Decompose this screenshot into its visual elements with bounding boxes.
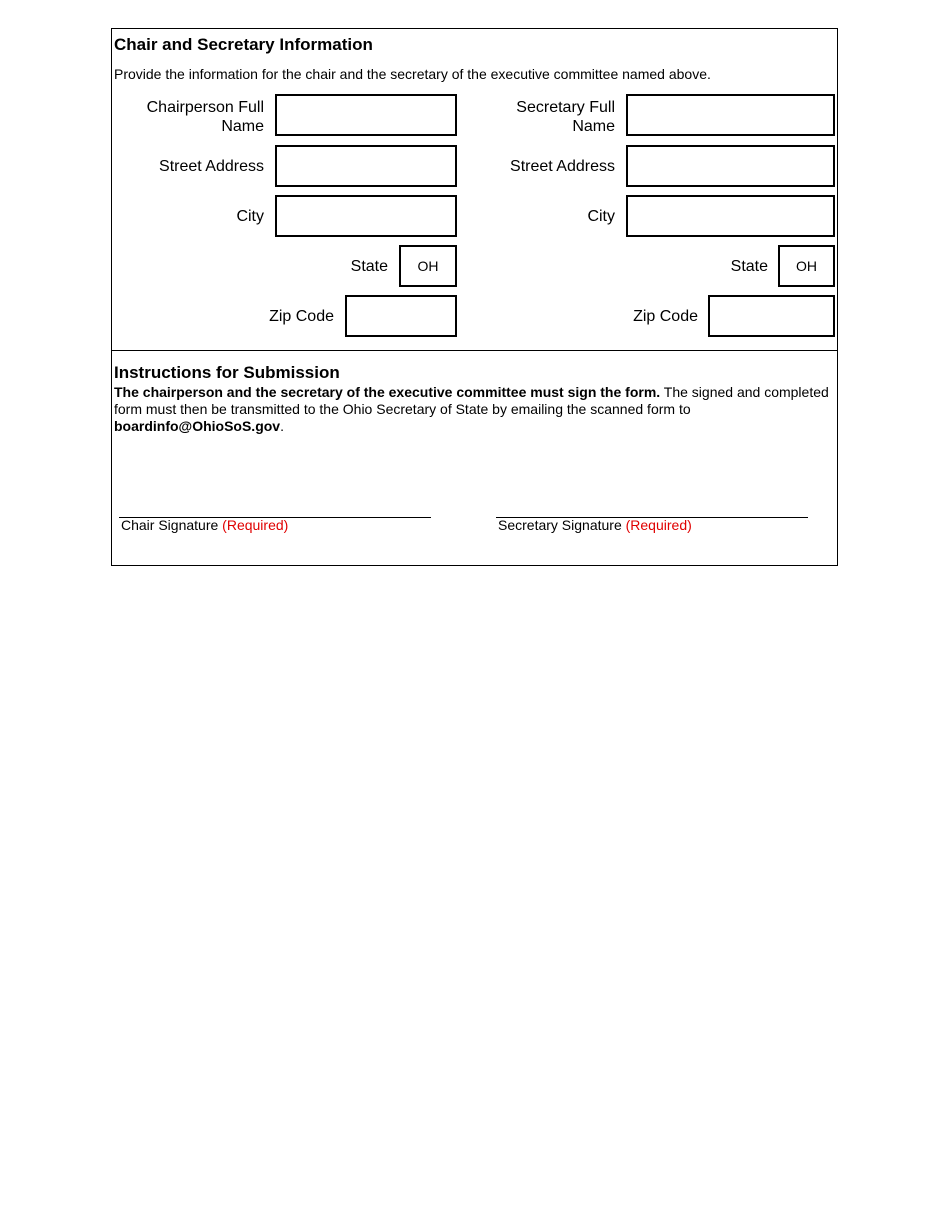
instructions-trailing: . xyxy=(280,418,284,434)
chair-state-label: State xyxy=(350,258,388,275)
secretary-name-label xyxy=(472,98,615,136)
instructions-title: Instructions for Submission xyxy=(114,363,340,382)
section-title: Chair and Secretary Information xyxy=(114,35,373,54)
chair-zip-field[interactable] xyxy=(345,295,457,337)
chair-name-label-line1: Chairperson Full xyxy=(146,99,264,116)
instructions-body-text: The signed and completed form must then be transmitted to the Ohio Secretary of State by emailing the scanned form to xyxy=(114,384,829,417)
chair-city-field[interactable] xyxy=(275,195,457,237)
chair-state-field[interactable]: OH xyxy=(399,245,457,287)
chair-street-field[interactable] xyxy=(275,145,457,187)
section-description: Provide the information for the chair and the secretary of the executive committee named above. xyxy=(114,66,711,82)
secretary-zip-label: Zip Code xyxy=(633,308,698,325)
chair-street-label: Street Address xyxy=(159,158,264,175)
instructions-email: boardinfo@OhioSoS.gov xyxy=(114,418,281,434)
chair-name-field[interactable] xyxy=(275,94,457,136)
secretary-name-label-line1: Secretary Full xyxy=(516,99,615,116)
chair-signature-text: Chair Signature xyxy=(121,517,219,533)
chair-zip-label: Zip Code xyxy=(269,308,334,325)
secretary-required-text: (Required) xyxy=(625,517,692,533)
secretary-street-field[interactable] xyxy=(626,145,835,187)
chair-signature-label xyxy=(121,517,288,533)
chair-name-label-line2: Name xyxy=(221,118,264,135)
instructions-bold-text: The chairperson and the secretary of the executive committee must sign the form. xyxy=(114,384,661,400)
secretary-city-label: City xyxy=(587,208,615,225)
secretary-name-field[interactable] xyxy=(626,94,835,136)
chair-city-label: City xyxy=(236,208,264,225)
chair-name-label xyxy=(112,98,264,136)
secretary-name-label-line2: Name xyxy=(572,118,615,135)
instructions-text xyxy=(114,384,834,435)
chair-required-text: (Required) xyxy=(222,517,289,533)
secretary-state-field[interactable]: OH xyxy=(778,245,835,287)
secretary-signature-text: Secretary Signature xyxy=(498,517,622,533)
secretary-signature-label xyxy=(498,517,692,533)
secretary-zip-field[interactable] xyxy=(708,295,835,337)
secretary-city-field[interactable] xyxy=(626,195,835,237)
chair-secretary-section xyxy=(111,28,838,351)
secretary-state-label: State xyxy=(730,258,768,275)
instructions-section xyxy=(111,350,838,566)
secretary-street-label: Street Address xyxy=(510,158,615,175)
